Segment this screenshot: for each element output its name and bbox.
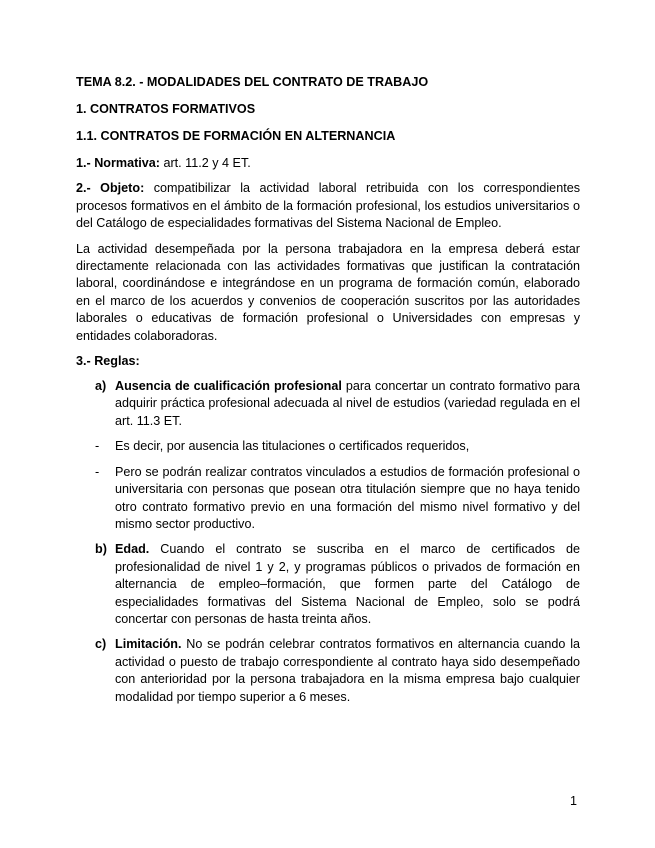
objeto-paragraph: [76, 180, 580, 232]
subsection-heading: 1.1. CONTRATOS DE FORMACIÓN EN ALTERNANCIA: [76, 129, 396, 143]
normativa-text: art. 11.2 y 4 ET.: [159, 156, 251, 170]
rule-a: [76, 378, 580, 430]
rule-c: [76, 636, 580, 706]
dash-item-1: [76, 438, 580, 455]
rule-c-label: Limitación.: [115, 637, 182, 652]
objeto-text: compatibilizar la actividad laboral retribuida con los correspondientes procesos formativos en el ámbito de la formación profesional, los estudios universitarios o del Catálogo de especialidades formativas del Sistema Nacional de Empleo.: [76, 181, 580, 231]
document-title: TEMA 8.2. - MODALIDADES DEL CONTRATO DE TRABAJO: [76, 75, 429, 89]
objeto-label: 2.- Objeto:: [76, 181, 145, 196]
section-heading: 1. CONTRATOS FORMATIVOS: [76, 102, 256, 116]
dash-item-2-text: Pero se podrán realizar contratos vinculados a estudios de formación profesional o universitaria con personas que posean otra titulación siempre que no haya tenido otro contrato formativo previo en una formación del mismo nivel formativo y del mismo sector productivo.: [115, 464, 580, 531]
rules-list: [76, 378, 580, 706]
page-number: 1: [570, 794, 578, 808]
dash-item-1-marker: -: [95, 439, 100, 454]
rule-b-marker: b): [95, 542, 107, 557]
document-body: [76, 74, 580, 714]
dash-item-1-text: Es decir, por ausencia las titulaciones o certificados requeridos,: [115, 439, 470, 454]
rule-c-text: No se podrán celebrar contratos formativos en alternancia cuando la actividad o puesto de trabajo correspondiente al contrato haya sido desempeñado con anterioridad por la persona trabajadora en la misma empresa bajo cualquier modalidad por tiempo superior a 6 meses.: [115, 637, 580, 704]
rule-b: [76, 541, 580, 628]
rule-b-text: Cuando el contrato se suscriba en el marco de certificados de profesionalidad de nivel 1 y 2, y programas públicos o privados de formación en alternancia de empleo–formación, que formen parte del Catálogo de especialidades formativas del Sistema Nacional de Empleo, solo se podrá concertar con personas de hasta treinta años.: [115, 542, 580, 626]
reglas-heading: 3.- Reglas:: [76, 354, 140, 369]
rule-a-text: para concertar un contrato formativo para adquirir práctica profesional adecuada al nivel de estudios (variedad regulada en el art. 11.3 ET.: [115, 379, 580, 428]
dash-item-2-marker: -: [95, 464, 100, 479]
activity-paragraph: La actividad desempeñada por la persona trabajadora en la empresa deberá estar directamente relacionada con las actividades formativas que justifican la contratación laboral, coordinándose e integrándose en un programa de formación común, elaborado en el marco de los acuerdos y convenios de cooperación suscritos por las autoridades laborales o educativas de formación profesional o Universidades con empresas y entidades colaboradoras.: [76, 241, 580, 343]
rule-a-marker: a): [95, 379, 107, 394]
normativa-label: 1.- Normativa:: [76, 156, 160, 170]
rule-b-label: Edad.: [115, 542, 150, 557]
dash-item-2: [76, 464, 580, 534]
rule-a-label: Ausencia de cualificación profesional: [115, 379, 342, 394]
rule-c-marker: c): [95, 637, 107, 652]
normativa-paragraph: [76, 155, 580, 172]
